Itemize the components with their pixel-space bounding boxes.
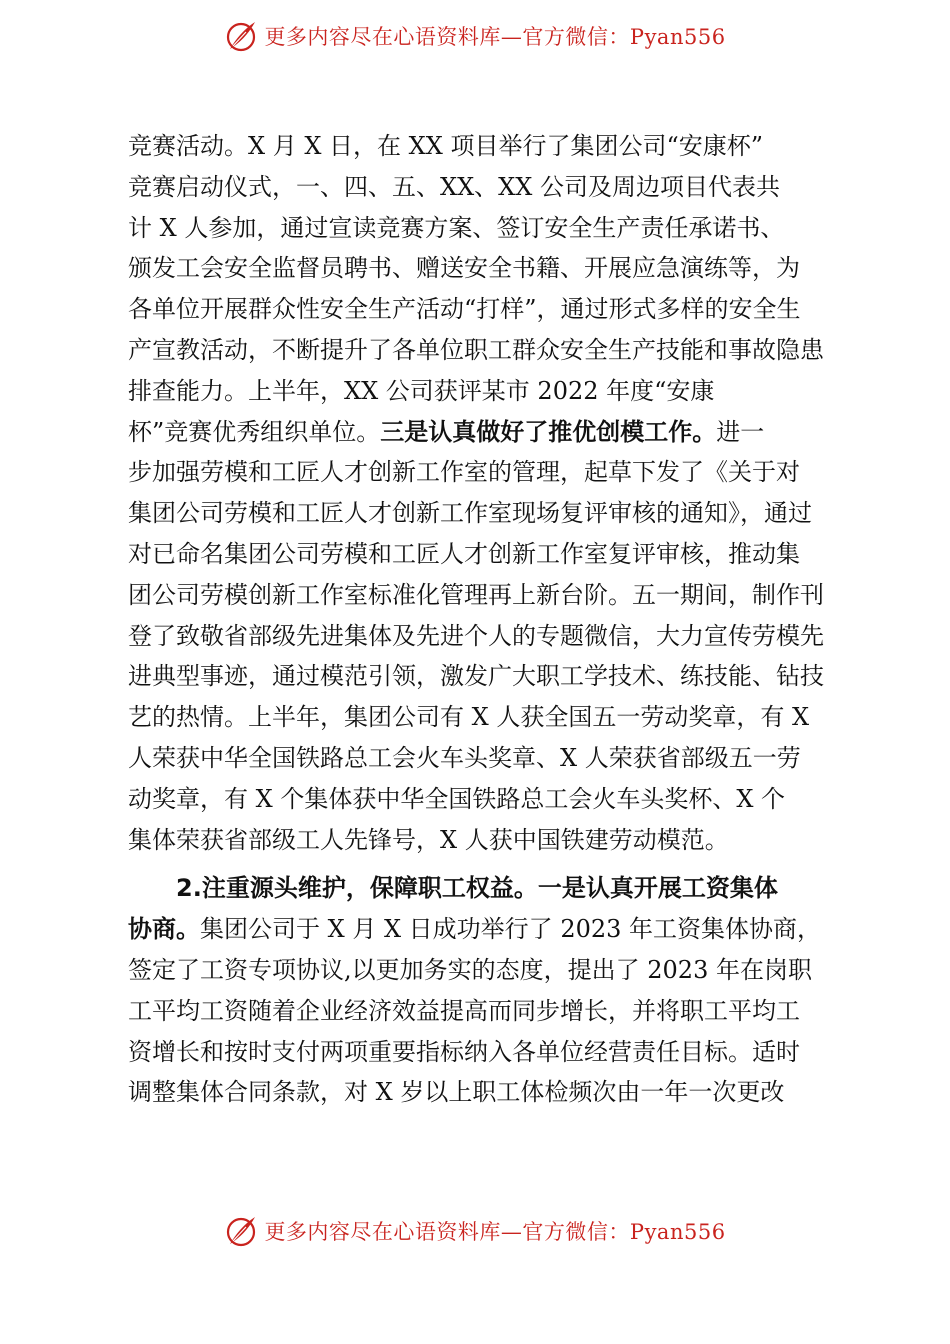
text-line: 对已命名集团公司劳模和工匠人才创新工作室复评审核，推动集 xyxy=(128,539,800,568)
feather-pen-logo-icon xyxy=(224,1214,258,1248)
text-line: 集体荣获省部级工人先锋号，X 人获中国铁建劳动模范。 xyxy=(128,825,729,854)
text-line: 计 X 人参加，通过宣读竞赛方案、签订安全生产责任承诺书、 xyxy=(128,213,785,242)
text-run: 集团公司于 X 月 X 日成功举行了 2023 年工资集体协商， xyxy=(200,915,822,944)
footer-watermark xyxy=(0,1211,950,1251)
text-line xyxy=(128,909,848,950)
header-watermark xyxy=(0,16,950,56)
text-line: 各单位开展群众性安全生产活动“打样”，通过形式多样的安全生 xyxy=(128,295,801,324)
text-line: 资增长和按时支付两项重要指标纳入各单位经营责任目标。适时 xyxy=(128,1037,800,1066)
text-line: 工平均工资随着企业经济效益提高而同步增长，并将职工平均工 xyxy=(128,996,800,1025)
watermark-text: 更多内容尽在心语资料库—官方微信：Pyan556 xyxy=(264,25,726,49)
document-body xyxy=(128,126,848,1113)
text-line: 颁发工会安全监督员聘书、赠送安全书籍、开展应急演练等，为 xyxy=(128,254,800,283)
text-line: 竞赛启动仪式，一、四、五、XX、XX 公司及周边项目代表共 xyxy=(128,172,780,201)
feather-pen-logo-icon xyxy=(224,19,258,53)
text-line: 步加强劳模和工匠人才创新工作室的管理，起草下发了《关于对 xyxy=(128,458,800,487)
section-heading-tail: 协商。 xyxy=(128,915,200,944)
text-line: 人荣获中华全国铁路总工会火车头奖章、X 人荣获省部级五一劳 xyxy=(128,743,801,772)
text-line: 签定了工资专项协议,以更加务实的态度，提出了 2023 年在岗职 xyxy=(128,955,812,984)
text-line: 动奖章，有 X 个集体获中华全国铁路总工会火车头奖杯、X 个 xyxy=(128,784,786,813)
text-line: 进典型事迹，通过模范引领，激发广大职工学技术、练技能、钻技 xyxy=(128,662,824,691)
text-run: 进一 xyxy=(716,417,765,446)
text-line: 集团公司劳模和工匠人才创新工作室现场复评审核的通知》，通过 xyxy=(128,499,812,528)
text-line: 登了致敬省部级先进集体及先进个人的专题微信，大力宣传劳模先 xyxy=(128,621,824,650)
text-line: 竞赛活动。X 月 X 日，在 XX 项目举行了集团公司“安康杯” xyxy=(128,132,764,160)
watermark-text: 更多内容尽在心语资料库—官方微信：Pyan556 xyxy=(264,1220,726,1244)
text-line: 调整集体合同条款，对 X 岁以上职工体检频次由一年一次更改 xyxy=(128,1078,785,1107)
text-line xyxy=(128,412,848,453)
text-line: 团公司劳模创新工作室标准化管理再上新台阶。五一期间，制作刊 xyxy=(128,580,824,609)
text-run: 杯”竞赛优秀组织单位。 xyxy=(128,417,381,446)
section-heading: 2.注重源头维护，保障职工权益。一是认真开展工资集体 xyxy=(176,874,778,903)
text-line: 艺的热情。上半年，集团公司有 X 人获全国五一劳动奖章，有 X xyxy=(128,703,810,732)
text-line: 产宣教活动，不断提升了各单位职工群众安全生产技能和事故隐患 xyxy=(128,335,824,364)
bold-subheading: 三是认真做好了推优创模工作。 xyxy=(380,417,717,446)
text-line: 排查能力。上半年，XX 公司获评某市 2022 年度“安康 xyxy=(128,376,715,405)
